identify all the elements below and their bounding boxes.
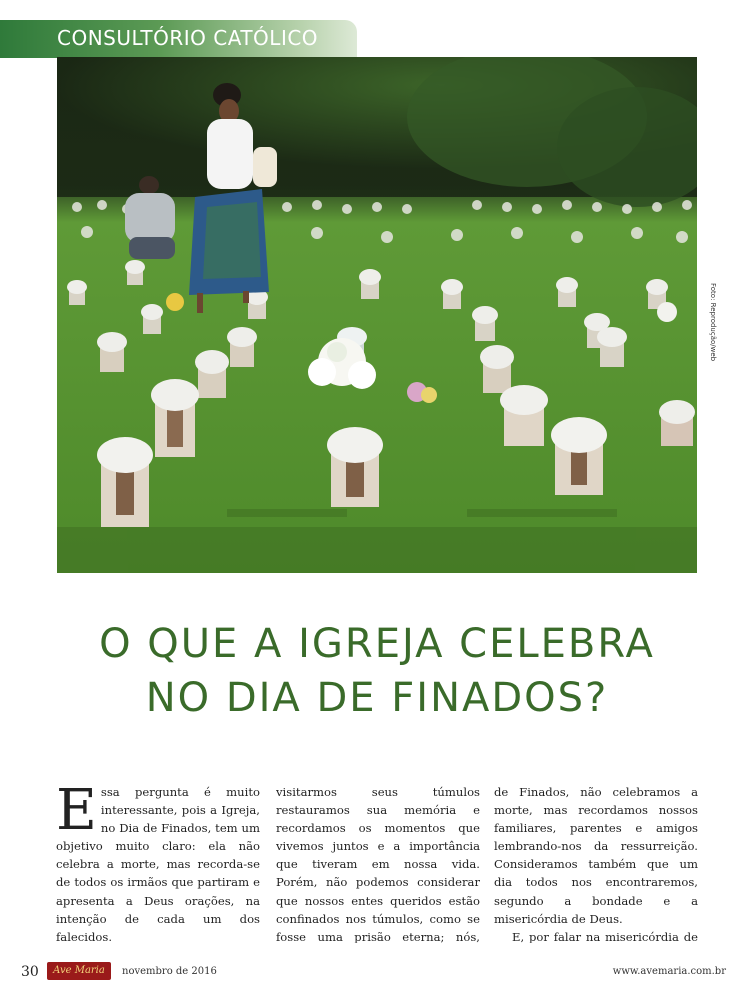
photo-credit (708, 283, 722, 362)
website-url: www.avemaria.com.br (612, 966, 726, 977)
paragraph-1-text: ssa pergunta é muito interessante, pois a Igreja, no Dia de Finados, tem um objetivo muito claro: ela não celebra a morte, mas recorda-se de todos os irmãos que partiram e apresenta a Deus orações, na intenção de cada um dos falecidos. (56, 785, 260, 943)
article-column-3 (494, 783, 698, 943)
photo-credit-text: Foto: Reprodução/web (709, 283, 717, 362)
article-column-1 (56, 783, 260, 943)
cemetery-photo (57, 57, 697, 573)
paragraph-3: E, por falar na misericórdia de (512, 929, 698, 943)
article-headline (0, 617, 754, 725)
section-label: CONSULTÓRIO CATÓLICO (57, 26, 319, 50)
headline-line-1: O QUE A IGREJA CELEBRA (99, 621, 655, 667)
page-number: 30 (21, 964, 39, 980)
article-column-2 (276, 783, 480, 943)
magazine-logo: Ave Maria (47, 962, 111, 980)
headline-line-2: NO DIA DE FINADOS? (145, 675, 609, 721)
drop-cap: E (56, 783, 97, 843)
paragraph-2-continued: visitarmos seus túmulos restauramos sua memória e recordamos os momentos que vivemos juntos e a importância que tiveram em nossa vida. Porém, não podemos considerar que nossos entes queridos estão confinados nos túmulos, como se fosse uma prisão eterna; nós, (276, 785, 480, 943)
issue-date: novembro de 2016 (122, 966, 217, 977)
photo-illustration (57, 57, 697, 573)
section-header-tab (0, 20, 357, 58)
paragraph-2-continued-2: de Finados, não celebramos a morte, mas recordamos nossos familiares, parentes e amigos lembrando-nos da ressurreição. Consideramos também que um dia todos nos encontraremos, segundo a bondade e a misericórdia de Deus. (494, 785, 698, 926)
paragraph-1 (56, 783, 260, 943)
